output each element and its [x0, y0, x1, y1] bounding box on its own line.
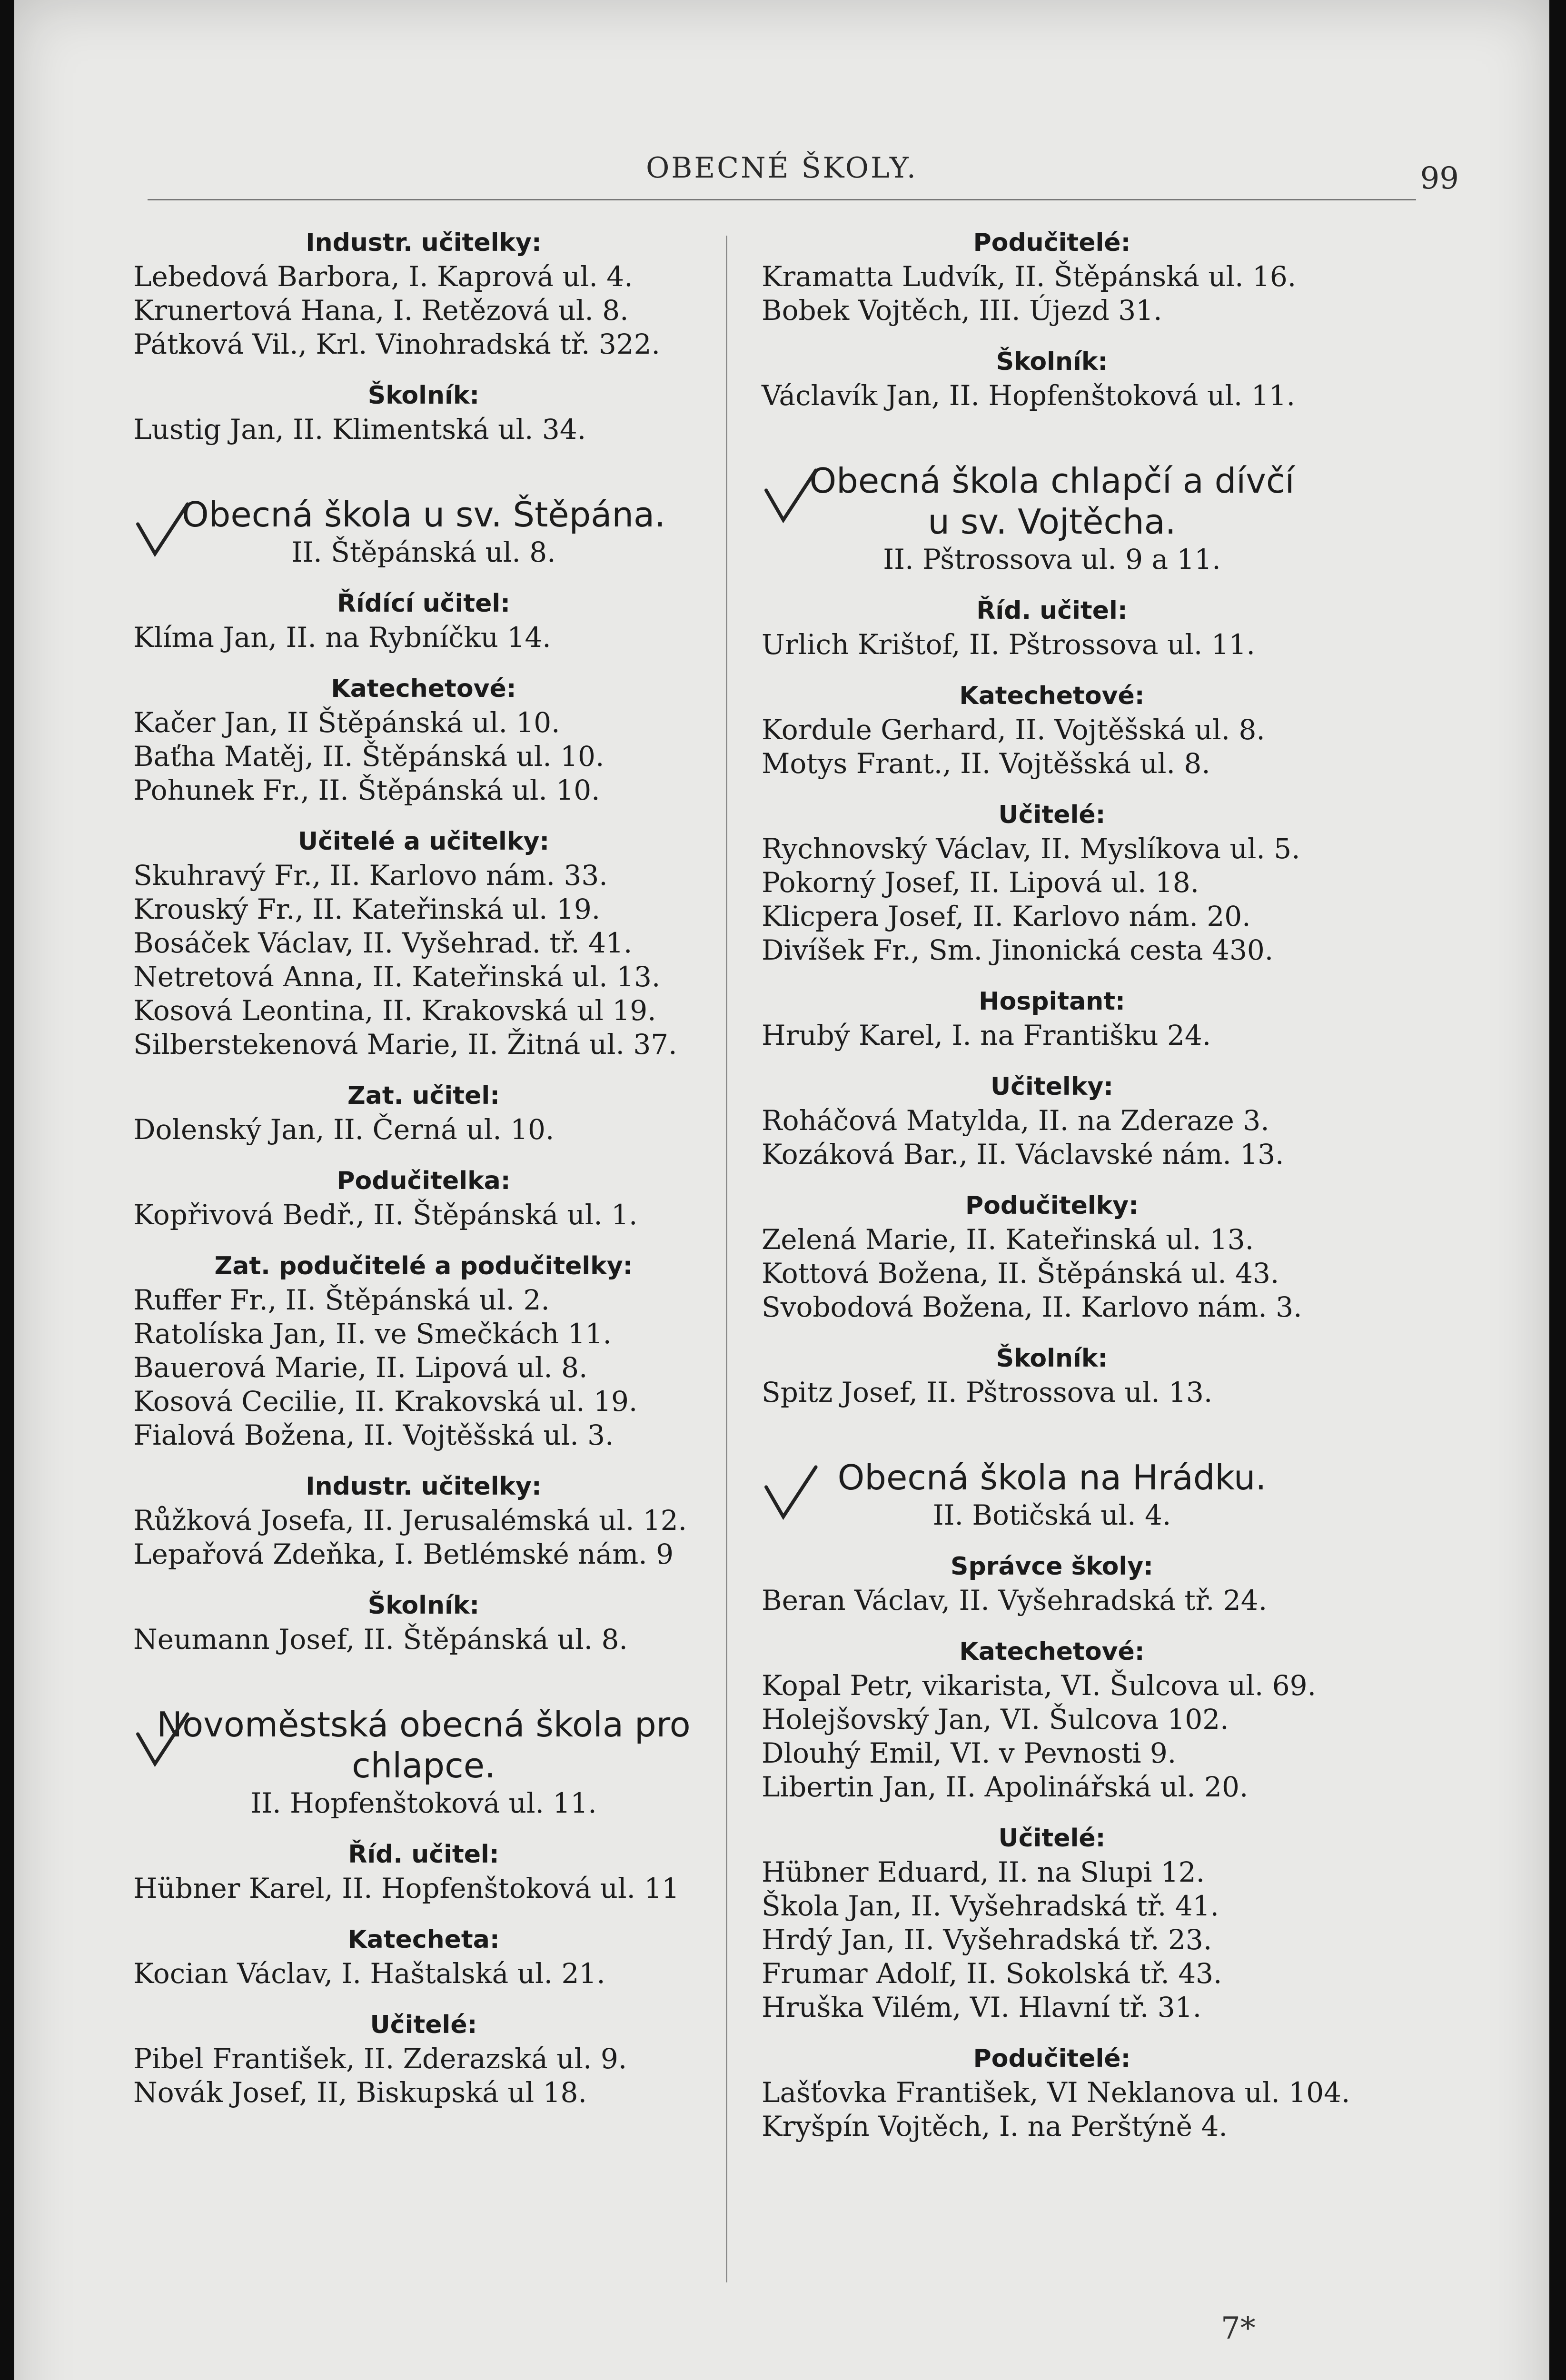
directory-entry: Kozáková Bar., II. Václavské nám. 13.	[762, 1138, 1284, 1170]
directory-entry: Ruffer Fr., II. Štěpánská ul. 2.	[133, 1284, 550, 1316]
directory-entry: Fialová Božena, II. Vojtěšská ul. 3.	[133, 1419, 614, 1451]
directory-entry: Motys Frant., II. Vojtěšská ul. 8.	[762, 747, 1210, 780]
directory-entry: Kosová Cecilie, II. Krakovská ul. 19.	[133, 1385, 638, 1418]
section-heading: Školník:	[996, 1344, 1108, 1373]
directory-entry: Škola Jan, II. Vyšehradská tř. 41.	[762, 1890, 1219, 1922]
directory-entry: Dlouhý Emil, VI. v Pevnosti 9.	[762, 1737, 1177, 1769]
directory-entry: Hübner Karel, II. Hopfenštoková ul. 11	[133, 1872, 680, 1904]
directory-entry: Lepařová Zdeňka, I. Betlémské nám. 9	[133, 1538, 674, 1570]
directory-entry: Hrdý Jan, II. Vyšehradská tř. 23.	[762, 1924, 1212, 1956]
directory-entry: Zelená Marie, II. Kateřinská ul. 13.	[762, 1223, 1254, 1256]
book-page	[14, 0, 1549, 2380]
school-title	[762, 460, 1342, 542]
column-divider	[726, 236, 727, 2282]
directory-entry: Novák Josef, II, Biskupská ul 18.	[133, 2076, 587, 2109]
school-title	[133, 1704, 714, 1786]
section-heading: Katechetové:	[331, 674, 516, 703]
directory-entry: Krouský Fr., II. Kateřinská ul. 19.	[133, 893, 601, 925]
directory-entry: Baťha Matěj, II. Štěpánská ul. 10.	[133, 740, 605, 773]
directory-entry: Bobek Vojtěch, III. Újezd 31.	[762, 294, 1162, 327]
directory-entry: Neumann Josef, II. Štěpánská ul. 8.	[133, 1623, 628, 1656]
school-title-line: u sv. Vojtěcha.	[928, 502, 1176, 542]
directory-entry: Beran Václav, II. Vyšehradská tř. 24.	[762, 1584, 1268, 1616]
section-heading: Katechetové:	[959, 682, 1145, 710]
directory-entry: Lašťovka František, VI Neklanova ul. 104.	[762, 2076, 1350, 2109]
directory-entry: Lebedová Barbora, I. Kaprová ul. 4.	[133, 260, 633, 293]
directory-entry: Kordule Gerhard, II. Vojtěšská ul. 8.	[762, 714, 1265, 746]
directory-entry: Rychnovský Václav, II. Myslíkova ul. 5.	[762, 833, 1300, 865]
directory-entry: Kocian Václav, I. Haštalská ul. 21.	[133, 1957, 605, 1990]
directory-entry: Pátková Vil., Krl. Vinohradská tř. 322.	[133, 328, 660, 360]
directory-entry: Urlich Krištof, II. Pštrossova ul. 11.	[762, 628, 1255, 661]
section-heading: Podučitelé:	[973, 2044, 1131, 2073]
directory-entry: Kryšpín Vojtěch, I. na Perštýně 4.	[762, 2110, 1228, 2142]
directory-entry: Ratolíska Jan, II. ve Smečkách 11.	[133, 1318, 612, 1350]
directory-entry: Libertin Jan, II. Apolinářská ul. 20.	[762, 1771, 1249, 1803]
page-header	[133, 151, 1459, 208]
section-heading: Podučitelka:	[337, 1167, 511, 1195]
directory-entry: Lustig Jan, II. Klimentská ul. 34.	[133, 413, 586, 446]
section-heading: Katechetové:	[959, 1637, 1145, 1666]
left-column	[133, 228, 714, 2110]
section-heading: Industr. učitelky:	[306, 228, 542, 257]
header-rule	[148, 199, 1416, 200]
directory-entry: Bauerová Marie, II. Lipová ul. 8.	[133, 1351, 588, 1384]
directory-entry: Netretová Anna, II. Kateřinská ul. 13.	[133, 961, 661, 993]
school-title-line: Obecná škola u sv. Štěpána.	[181, 495, 666, 535]
directory-entry: Kottová Božena, II. Štěpánská ul. 43.	[762, 1257, 1279, 1289]
section-heading: Učitelky:	[990, 1072, 1114, 1101]
section-heading: Učitelé a učitelky:	[297, 827, 550, 856]
directory-entry: Kačer Jan, II Štěpánská ul. 10.	[133, 706, 560, 739]
section-heading: Katecheta:	[347, 1925, 500, 1954]
school-title-line: Obecná škola na Hrádku.	[837, 1458, 1267, 1497]
directory-entry: Kopřivová Bedř., II. Štěpánská ul. 1.	[133, 1199, 638, 1231]
section-heading: Školník:	[367, 381, 480, 410]
section-heading: Učitelé:	[998, 1824, 1106, 1853]
directory-entry: Hübner Eduard, II. na Slupi 12.	[762, 1856, 1205, 1888]
printer-signature-mark: 7*	[1221, 2311, 1256, 2346]
directory-entry: Hrubý Karel, I. na Františku 24.	[762, 1019, 1211, 1051]
checkmark-icon	[133, 499, 190, 561]
section-heading: Učitelé:	[370, 2011, 477, 2039]
section-heading: Říd. učitel:	[976, 596, 1128, 625]
directory-entry: Růžková Josefa, II. Jerusalémská ul. 12.	[133, 1504, 687, 1537]
directory-entry: Václavík Jan, II. Hopfenštoková ul. 11.	[762, 379, 1296, 412]
school-title-line: Obecná škola chlapčí a dívčí	[809, 461, 1295, 501]
section-heading: Zat. učitel:	[347, 1081, 500, 1110]
directory-entry: Spitz Josef, II. Pštrossova ul. 13.	[762, 1376, 1213, 1408]
right-column	[762, 228, 1350, 2143]
directory-entry: Pibel František, II. Zderazská ul. 9.	[133, 2043, 627, 2075]
school-address: II. Pštrossova ul. 9 a 11.	[883, 543, 1221, 575]
section-heading: Podučitelé:	[973, 228, 1131, 257]
checkmark-icon	[762, 1462, 819, 1524]
directory-entry: Bosáček Václav, II. Vyšehrad. tř. 41.	[133, 927, 633, 959]
checkmark-icon	[762, 465, 819, 527]
directory-entry: Divíšek Fr., Sm. Jinonická cesta 430.	[762, 934, 1274, 966]
section-heading: Podučitelky:	[965, 1191, 1139, 1220]
school-address: II. Hopfenštoková ul. 11.	[250, 1787, 597, 1819]
directory-entry: Kosová Leontina, II. Krakovská ul 19.	[133, 994, 656, 1027]
section-heading: Říd. učitel:	[348, 1840, 499, 1869]
section-heading: Hospitant:	[979, 987, 1125, 1016]
directory-entry: Pokorný Josef, II. Lipová ul. 18.	[762, 866, 1199, 899]
section-heading: Řídící učitel:	[337, 589, 511, 618]
directory-entry: Krunertová Hana, I. Retězová ul. 8.	[133, 294, 629, 327]
directory-entry: Dolenský Jan, II. Černá ul. 10.	[133, 1113, 555, 1146]
school-title	[762, 1457, 1342, 1498]
school-address: II. Štěpánská ul. 8.	[291, 536, 556, 568]
running-title: OBECNÉ ŠKOLY.	[646, 151, 918, 185]
directory-entry: Pohunek Fr., II. Štěpánská ul. 10.	[133, 774, 600, 806]
section-heading: Zat. podučitelé a podučitelky:	[214, 1252, 633, 1280]
school-title	[133, 494, 714, 535]
school-address: II. Botičská ul. 4.	[932, 1499, 1171, 1531]
directory-entry: Svobodová Božena, II. Karlovo nám. 3.	[762, 1291, 1302, 1323]
section-heading: Industr. učitelky:	[306, 1472, 542, 1501]
checkmark-icon	[133, 1709, 190, 1771]
directory-entry: Holejšovský Jan, VI. Šulcova 102.	[762, 1703, 1229, 1735]
directory-entry: Klicpera Josef, II. Karlovo nám. 20.	[762, 900, 1251, 932]
school-title-line: Novoměstská obecná škola pro	[157, 1705, 691, 1745]
section-heading: Školník:	[367, 1591, 480, 1620]
directory-entry: Kramatta Ludvík, II. Štěpánská ul. 16.	[762, 260, 1297, 293]
directory-entry: Hruška Vilém, VI. Hlavní tř. 31.	[762, 1991, 1202, 2023]
section-heading: Učitelé:	[998, 801, 1106, 829]
page-number: 99	[1420, 161, 1459, 196]
directory-entry: Skuhravý Fr., II. Karlovo nám. 33.	[133, 859, 608, 892]
section-heading: Školník:	[996, 347, 1108, 376]
directory-entry: Frumar Adolf, II. Sokolská tř. 43.	[762, 1957, 1222, 1990]
directory-entry: Roháčová Matylda, II. na Zderaze 3.	[762, 1104, 1269, 1137]
directory-entry: Kopal Petr, vikarista, VI. Šulcova ul. 69.	[762, 1669, 1317, 1702]
section-heading: Správce školy:	[951, 1552, 1153, 1581]
school-title-line: chlapce.	[352, 1745, 496, 1785]
directory-entry: Klíma Jan, II. na Rybníčku 14.	[133, 621, 551, 654]
directory-entry: Silberstekenová Marie, II. Žitná ul. 37.	[133, 1028, 677, 1061]
